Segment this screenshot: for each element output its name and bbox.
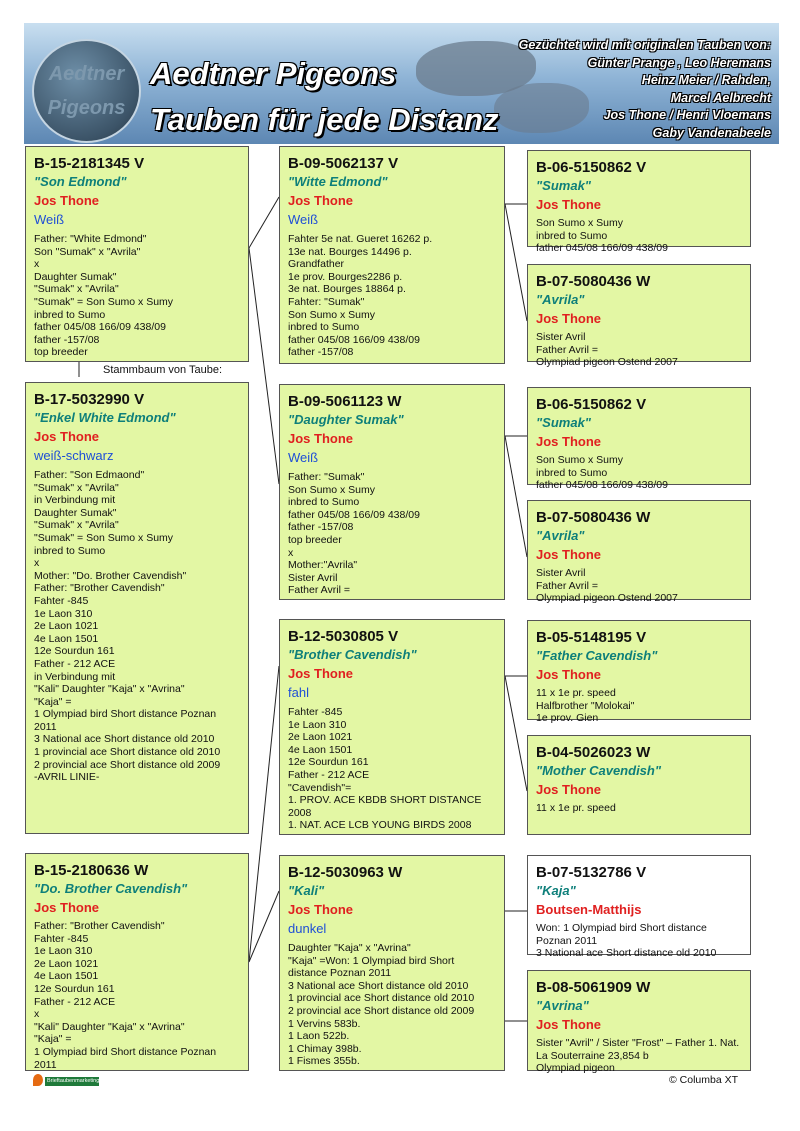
pedigree-card-fm bbox=[279, 384, 505, 600]
ring-number: B-07-5132786 V bbox=[536, 864, 647, 881]
pigeon-color: fahl bbox=[288, 685, 309, 700]
footer-logo-text: Brieftaubenmarketing bbox=[47, 1078, 100, 1084]
ring-number: B-08-5061909 W bbox=[536, 979, 651, 996]
breeder-line: Heinz Meier / Rahden, bbox=[641, 73, 771, 87]
pigeon-color: Weiß bbox=[34, 212, 65, 227]
pigeon-name: "Mother Cavendish" bbox=[536, 763, 662, 778]
ring-number: B-09-5062137 V bbox=[288, 155, 399, 172]
banner-title: Aedtner Pigeons bbox=[150, 56, 397, 91]
logo-emblem bbox=[32, 39, 141, 143]
pigeon-name: "Sumak" bbox=[536, 178, 591, 193]
pedigree-info: Father: "White Edmond" Son "Sumak" x "Avrila" x Daughter Sumak" "Sumak" x "Avrila" "Sumak" = Son Sumo x Sumy inbred to Sumo father 045/08 166/09 438/09 father -157/08 top breeder bbox=[34, 233, 174, 359]
ring-number: B-05-5148195 V bbox=[536, 629, 647, 646]
pigeon-color: Weiß bbox=[288, 450, 319, 465]
breeder-name: Jos Thone bbox=[288, 193, 354, 208]
pedigree-card-fff bbox=[527, 150, 751, 255]
ring-number: B-15-2180636 W bbox=[34, 862, 149, 879]
pigeon-name: "Brother Cavendish" bbox=[288, 647, 417, 662]
pedigree-card-mf bbox=[279, 619, 505, 835]
pedigree-info: Sister Avril Father Avril = Olympiad pigeon Ostend 2007 bbox=[536, 567, 678, 605]
ring-number: B-04-5026023 W bbox=[536, 744, 651, 761]
pedigree-card-mmf bbox=[527, 855, 751, 960]
pedigree-info: Son Sumo x Sumy inbred to Sumo father 045/08 166/09 438/09 bbox=[536, 217, 668, 255]
banner-subtitle: Tauben für jede Distanz bbox=[150, 102, 499, 137]
ring-number: B-07-5080436 W bbox=[536, 509, 651, 526]
pedigree-card-fmm bbox=[527, 500, 751, 605]
breeder-line: Gezüchtet wird mit originalen Tauben von: bbox=[518, 38, 771, 52]
pedigree-info: Won: 1 Olympiad bird Short distance Poznan 2011 3 National ace Short distance old 2010 bbox=[536, 922, 717, 960]
pedigree-info: Fahter -845 1e Laon 310 2e Laon 1021 4e Laon 1501 12e Sourdun 161 Father - 212 ACE "Cavendish"= 1. PROV. ACE KBDB SHORT DISTANCE 2008 1. NAT. ACE LCB YOUNG BIRDS 2008 bbox=[288, 706, 482, 832]
pedigree-info: Son Sumo x Sumy inbred to Sumo father 045/08 166/09 438/09 bbox=[536, 454, 668, 492]
pedigree-caption: Stammbaum von Taube: bbox=[103, 364, 223, 376]
pigeon-color: weiß-schwarz bbox=[34, 448, 114, 463]
breeder-name: Jos Thone bbox=[288, 666, 354, 681]
pedigree-info: Father: "Brother Cavendish" Fahter -845 1e Laon 310 2e Laon 1021 4e Laon 1501 12e Sourdun 161 Father - 212 ACE x "Kali" Daughter "Kaja" x "Avrina" "Kaja" = 1 Olympiad bird Short distance Poznan 2011 bbox=[34, 920, 217, 1071]
pigeon-mark-icon bbox=[33, 1074, 43, 1086]
header-banner bbox=[24, 23, 779, 144]
footer-logo bbox=[31, 1074, 101, 1088]
pigeon-name: "Enkel White Edmond" bbox=[34, 410, 176, 425]
breeder-name: Jos Thone bbox=[536, 1017, 602, 1032]
pedigree-card-mother bbox=[25, 853, 249, 1071]
breeder-line: Jos Thone / Henri Vloemans bbox=[603, 108, 771, 122]
pedigree-card-mm bbox=[279, 855, 505, 1071]
breeder-name: Jos Thone bbox=[34, 900, 100, 915]
pedigree-info: Fahter 5e nat. Gueret 16262 p. 13e nat. Bourges 14496 p. Grandfather 1e prov. Bourges2286 p. 3e nat. Bourges 18864 p. Fahter: "Sumak" Son Sumo x Sumy inbred to Sumo father 045/08 166/09 438/09 father -157/08 bbox=[288, 233, 433, 359]
pedigree-info: Sister "Avril" / Sister "Frost" – Father 1. Nat. La Souterraine 23,854 b Olympiad pigeon bbox=[536, 1037, 740, 1075]
pedigree-card-father bbox=[25, 146, 249, 362]
breeder-line: Günter Prange , Leo Heremans bbox=[587, 55, 771, 70]
pedigree-card-ffm bbox=[527, 264, 751, 369]
pigeon-name: "Kali" bbox=[288, 883, 325, 898]
breeder-name: Jos Thone bbox=[536, 782, 602, 797]
breeder-name: Jos Thone bbox=[536, 311, 602, 326]
breeder-name: Jos Thone bbox=[34, 429, 100, 444]
pigeon-name: "Kaja" bbox=[536, 883, 576, 898]
pedigree-info: Sister Avril Father Avril = Olympiad pigeon Ostend 2007 bbox=[536, 331, 678, 369]
breeder-line: Gaby Vandenabeele bbox=[652, 125, 771, 140]
breeder-line: Marcel Aelbrecht bbox=[670, 90, 771, 105]
pigeon-name: "Do. Brother Cavendish" bbox=[34, 881, 188, 896]
pedigree-card-fmf bbox=[527, 387, 751, 492]
ring-number: B-09-5061123 W bbox=[288, 393, 402, 410]
pedigree-info: Daughter "Kaja" x "Avrina" "Kaja" =Won: 1 Olympiad bird Short distance Poznan 2011 3 National ace Short distance old 2010 1 provincial ace Short distance old 2010 2 provincial ace Short distance old 2009 1 Vervins 583b. 1 Laon 522b. 1 Chimay 398b. 1 Fismes 355b. bbox=[288, 942, 475, 1068]
breeder-name: Jos Thone bbox=[536, 667, 602, 682]
pigeon-name: "Sumak" bbox=[536, 415, 591, 430]
pigeon-name: "Avrila" bbox=[536, 528, 585, 543]
pedigree-info: 11 x 1e pr. speed Halfbrother "Molokai" 1e prov. Gien bbox=[536, 687, 635, 725]
ring-number: B-12-5030805 V bbox=[288, 628, 399, 645]
ring-number: B-07-5080436 W bbox=[536, 273, 651, 290]
pigeon-name: "Daughter Sumak" bbox=[288, 412, 404, 427]
breeder-name: Boutsen-Matthijs bbox=[536, 902, 642, 917]
pigeon-name: "Father Cavendish" bbox=[536, 648, 658, 663]
pedigree-info: 11 x 1e pr. speed bbox=[536, 802, 616, 814]
pigeon-name: "Avrina" bbox=[536, 998, 589, 1013]
ring-number: B-12-5030963 W bbox=[288, 864, 403, 881]
ring-number: B-06-5150862 V bbox=[536, 159, 647, 176]
pigeon-color: dunkel bbox=[288, 921, 327, 936]
pedigree-info: Father: "Sumak" Son Sumo x Sumy inbred to Sumo father 045/08 166/09 438/09 father -157/08 top breeder x Mother:"Avrila" Sister Avril Father Avril = bbox=[288, 471, 420, 597]
breeder-name: Jos Thone bbox=[536, 197, 602, 212]
breeder-name: Jos Thone bbox=[288, 902, 354, 917]
pigeon-color: Weiß bbox=[288, 212, 319, 227]
breeder-name: Jos Thone bbox=[288, 431, 354, 446]
breeder-name: Jos Thone bbox=[34, 193, 100, 208]
pigeon-name: "Avrila" bbox=[536, 292, 585, 307]
pigeon-name: "Son Edmond" bbox=[34, 174, 127, 189]
breeder-list bbox=[519, 37, 771, 142]
ring-number: B-17-5032990 V bbox=[34, 391, 145, 408]
breeder-name: Jos Thone bbox=[536, 434, 602, 449]
pedigree-card-ff bbox=[279, 146, 505, 364]
copyright-text: © Columba XT bbox=[669, 1074, 739, 1086]
pedigree-card-mfm bbox=[527, 735, 751, 835]
ring-number: B-06-5150862 V bbox=[536, 396, 647, 413]
pigeon-name: "Witte Edmond" bbox=[288, 174, 388, 189]
pedigree-card-mmm bbox=[527, 970, 751, 1075]
pedigree-card-subject bbox=[25, 382, 249, 834]
pedigree-card-mff bbox=[527, 620, 751, 725]
logo-text-line2: Pigeons bbox=[47, 97, 126, 119]
pedigree-info: Father: "Son Edmaond" "Sumak" x "Avrila" in Verbindung mit Daughter Sumak" "Sumak" x "Avrila" "Sumak" = Son Sumo x Sumy inbred to Sumo x Mother: "Do. Brother Cavendish" Father: "Brother Cavendish" Fahter -845 1e Laon 310 2e Laon 1021 4e Laon 1501 12e Sourdun 161 Father - 212 ACE in Verbindung mit "Kali" Daughter "Kaja" x "Avrina" "Kaja" = 1 Olympiad bird Short distance Poznan 2011 3 National ace Short distance old 2010 1 provincial ace Short distance old 2010 2 provincial ace Short distance old 2009 -AVRIL LINIE- bbox=[34, 469, 221, 784]
breeder-name: Jos Thone bbox=[536, 547, 602, 562]
logo-text-line1: Aedtner bbox=[48, 63, 125, 85]
ring-number: B-15-2181345 V bbox=[34, 155, 145, 172]
